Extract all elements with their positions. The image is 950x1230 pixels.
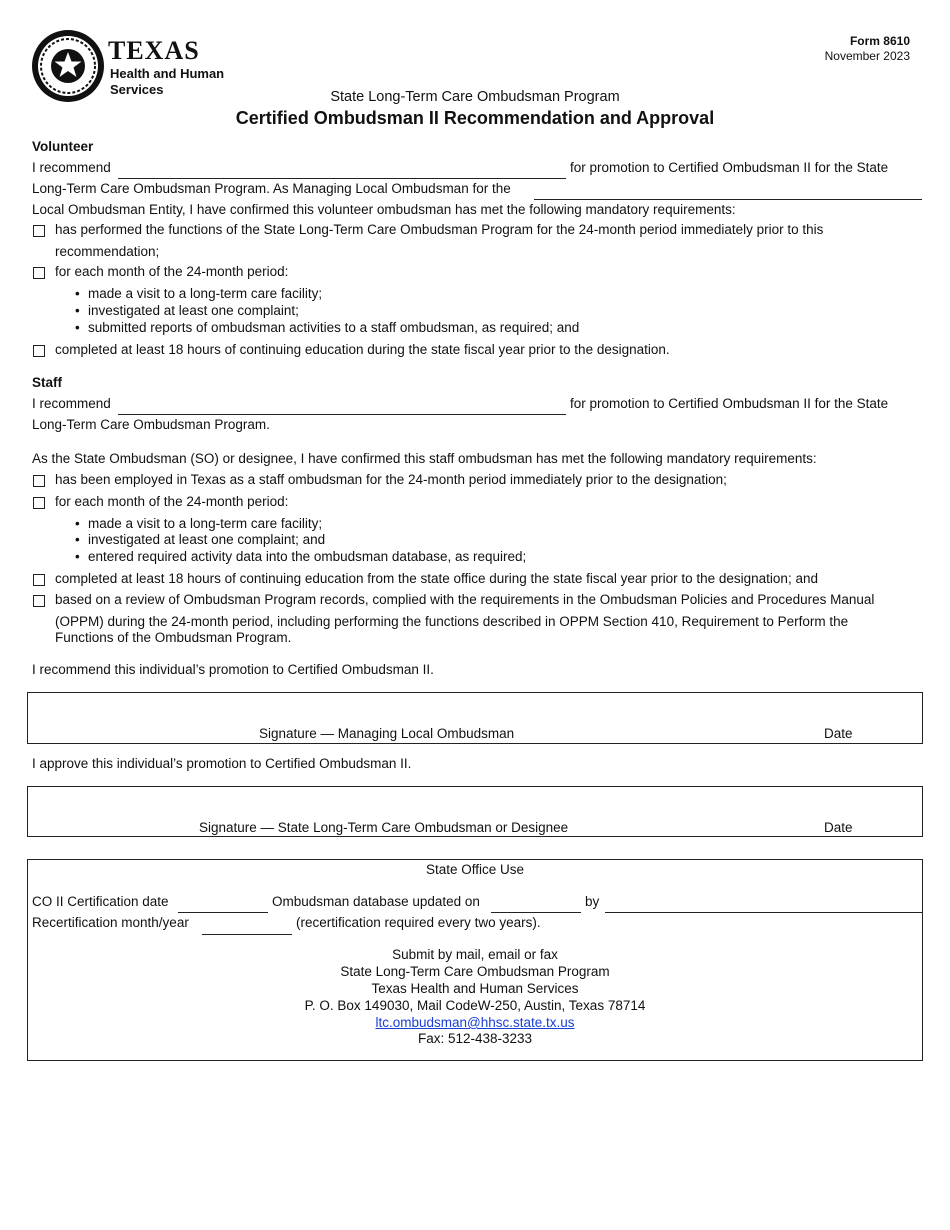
staff-req3-checkbox[interactable] — [33, 574, 45, 586]
staff-bullet: • investigated at least one complaint; and — [88, 532, 325, 548]
updated-by-field[interactable] — [605, 912, 922, 913]
staff-bullet: • entered required activity data into the ombudsman database, as required; — [88, 549, 526, 565]
submit-line: P. O. Box 149030, Mail CodeW-250, Austin, Texas 78714 — [304, 998, 646, 1013]
staff-req3-text: completed at least 18 hours of continuing education from the state office during the state fiscal year prior to the designation; and — [55, 571, 818, 586]
staff-req1-checkbox[interactable] — [33, 475, 45, 487]
staff-req2-text: for each month of the 24-month period: — [55, 494, 289, 509]
staff-req2-checkbox[interactable] — [33, 497, 45, 509]
volunteer-heading: Volunteer — [32, 139, 94, 154]
signature-label: Signature — Managing Local Ombudsman — [259, 726, 515, 741]
staff-req4-checkbox[interactable] — [33, 595, 45, 607]
volunteer-recommend-prefix: I recommend — [32, 160, 111, 175]
date-label: Date — [824, 820, 853, 835]
form-date: November 2023 — [824, 49, 910, 63]
staff-recommend-prefix: I recommend — [32, 396, 111, 411]
cert-date-label: CO II Certification date — [32, 894, 169, 909]
volunteer-bullet: • investigated at least one complaint; — [88, 303, 299, 319]
staff-req1-text: has been employed in Texas as a staff ombudsman for the 24-month period immediately prior to the designation; — [55, 472, 727, 487]
submit-line: Texas Health and Human Services — [371, 981, 579, 996]
volunteer-bullet: • submitted reports of ombudsman activities to a staff ombudsman, as required; and — [88, 320, 579, 336]
volunteer-name-field[interactable] — [118, 178, 566, 179]
volunteer-req1-checkbox[interactable] — [33, 225, 45, 237]
volunteer-req3-text: completed at least 18 hours of continuing education during the state fiscal year prior to the designation. — [55, 342, 670, 357]
logo-word: TEXAS — [108, 36, 200, 65]
office-heading: State Office Use — [425, 862, 525, 877]
form-number: Form 8610 — [849, 34, 910, 48]
volunteer-req3-checkbox[interactable] — [33, 345, 45, 357]
cert-date-field[interactable] — [178, 912, 268, 913]
submit-line: State Long-Term Care Ombudsman Program — [340, 964, 610, 979]
volunteer-line2: Long-Term Care Ombudsman Program. As Managing Local Ombudsman for the — [32, 181, 511, 196]
recert-label: Recertification month/year — [32, 915, 189, 930]
signature-box-state-ombudsman[interactable] — [27, 786, 923, 837]
volunteer-req1-text-cont: recommendation; — [55, 244, 160, 259]
by-label: by — [585, 894, 600, 909]
signature-box-managing-local[interactable] — [27, 692, 923, 744]
state-office-use-box — [27, 859, 923, 1061]
form-title: Certified Ombudsman II Recommendation and Approval — [235, 108, 715, 128]
fax-line: Fax: 512-438-3233 — [417, 1031, 533, 1046]
email-link[interactable]: ltc.ombudsman@hhsc.state.tx.us — [375, 1015, 575, 1030]
staff-recommend-suffix: for promotion to Certified Ombudsman II for the State — [570, 396, 889, 411]
recert-field[interactable] — [202, 934, 292, 935]
volunteer-bullet: • made a visit to a long-term care facility; — [88, 286, 322, 302]
volunteer-recommend-suffix: for promotion to Certified Ombudsman II for the State — [570, 160, 889, 175]
logo-line2: Services — [110, 82, 164, 97]
staff-confirm: As the State Ombudsman (SO) or designee, I have confirmed this staff ombudsman has met the following mandatory requirements: — [32, 451, 817, 466]
staff-bullet: • made a visit to a long-term care facility; — [88, 516, 322, 532]
recert-note: (recertification required every two years). — [296, 915, 541, 930]
staff-req4-text-cont2: Functions of the Ombudsman Program. — [55, 630, 292, 645]
volunteer-req2-checkbox[interactable] — [33, 267, 45, 279]
date-label: Date — [824, 726, 853, 741]
signature-label: Signature — State Long-Term Care Ombudsman or Designee — [199, 820, 569, 835]
staff-req4-text: based on a review of Ombudsman Program records, complied with the requirements in the Ombudsman Policies and Procedures Manual — [55, 592, 875, 607]
volunteer-req1-text: has performed the functions of the State Long-Term Care Ombudsman Program for the 24-month period immediately prior to this — [55, 222, 824, 237]
staff-line2: Long-Term Care Ombudsman Program. — [32, 417, 270, 432]
approve-statement: I approve this individual’s promotion to Certified Ombudsman II. — [32, 756, 412, 771]
program-name: State Long-Term Care Ombudsman Program — [330, 89, 620, 105]
email-line — [28, 1015, 922, 1031]
volunteer-line3: Local Ombudsman Entity, I have confirmed this volunteer ombudsman has met the following mandatory requirements: — [32, 202, 736, 217]
volunteer-req2-text: for each month of the 24-month period: — [55, 264, 289, 279]
submit-line: Submit by mail, email or fax — [392, 947, 558, 962]
local-entity-field[interactable] — [534, 199, 922, 200]
staff-name-field[interactable] — [118, 414, 566, 415]
recommend-statement: I recommend this individual’s promotion to Certified Ombudsman II. — [32, 662, 434, 677]
db-updated-field[interactable] — [491, 912, 581, 913]
staff-req4-text-cont: (OPPM) during the 24-month period, including performing the functions described in OPPM Section 410, Requirement to Perform the — [55, 614, 849, 629]
db-updated-label: Ombudsman database updated on — [272, 894, 480, 909]
logo-line1: Health and Human — [110, 66, 225, 81]
staff-heading: Staff — [32, 375, 62, 390]
